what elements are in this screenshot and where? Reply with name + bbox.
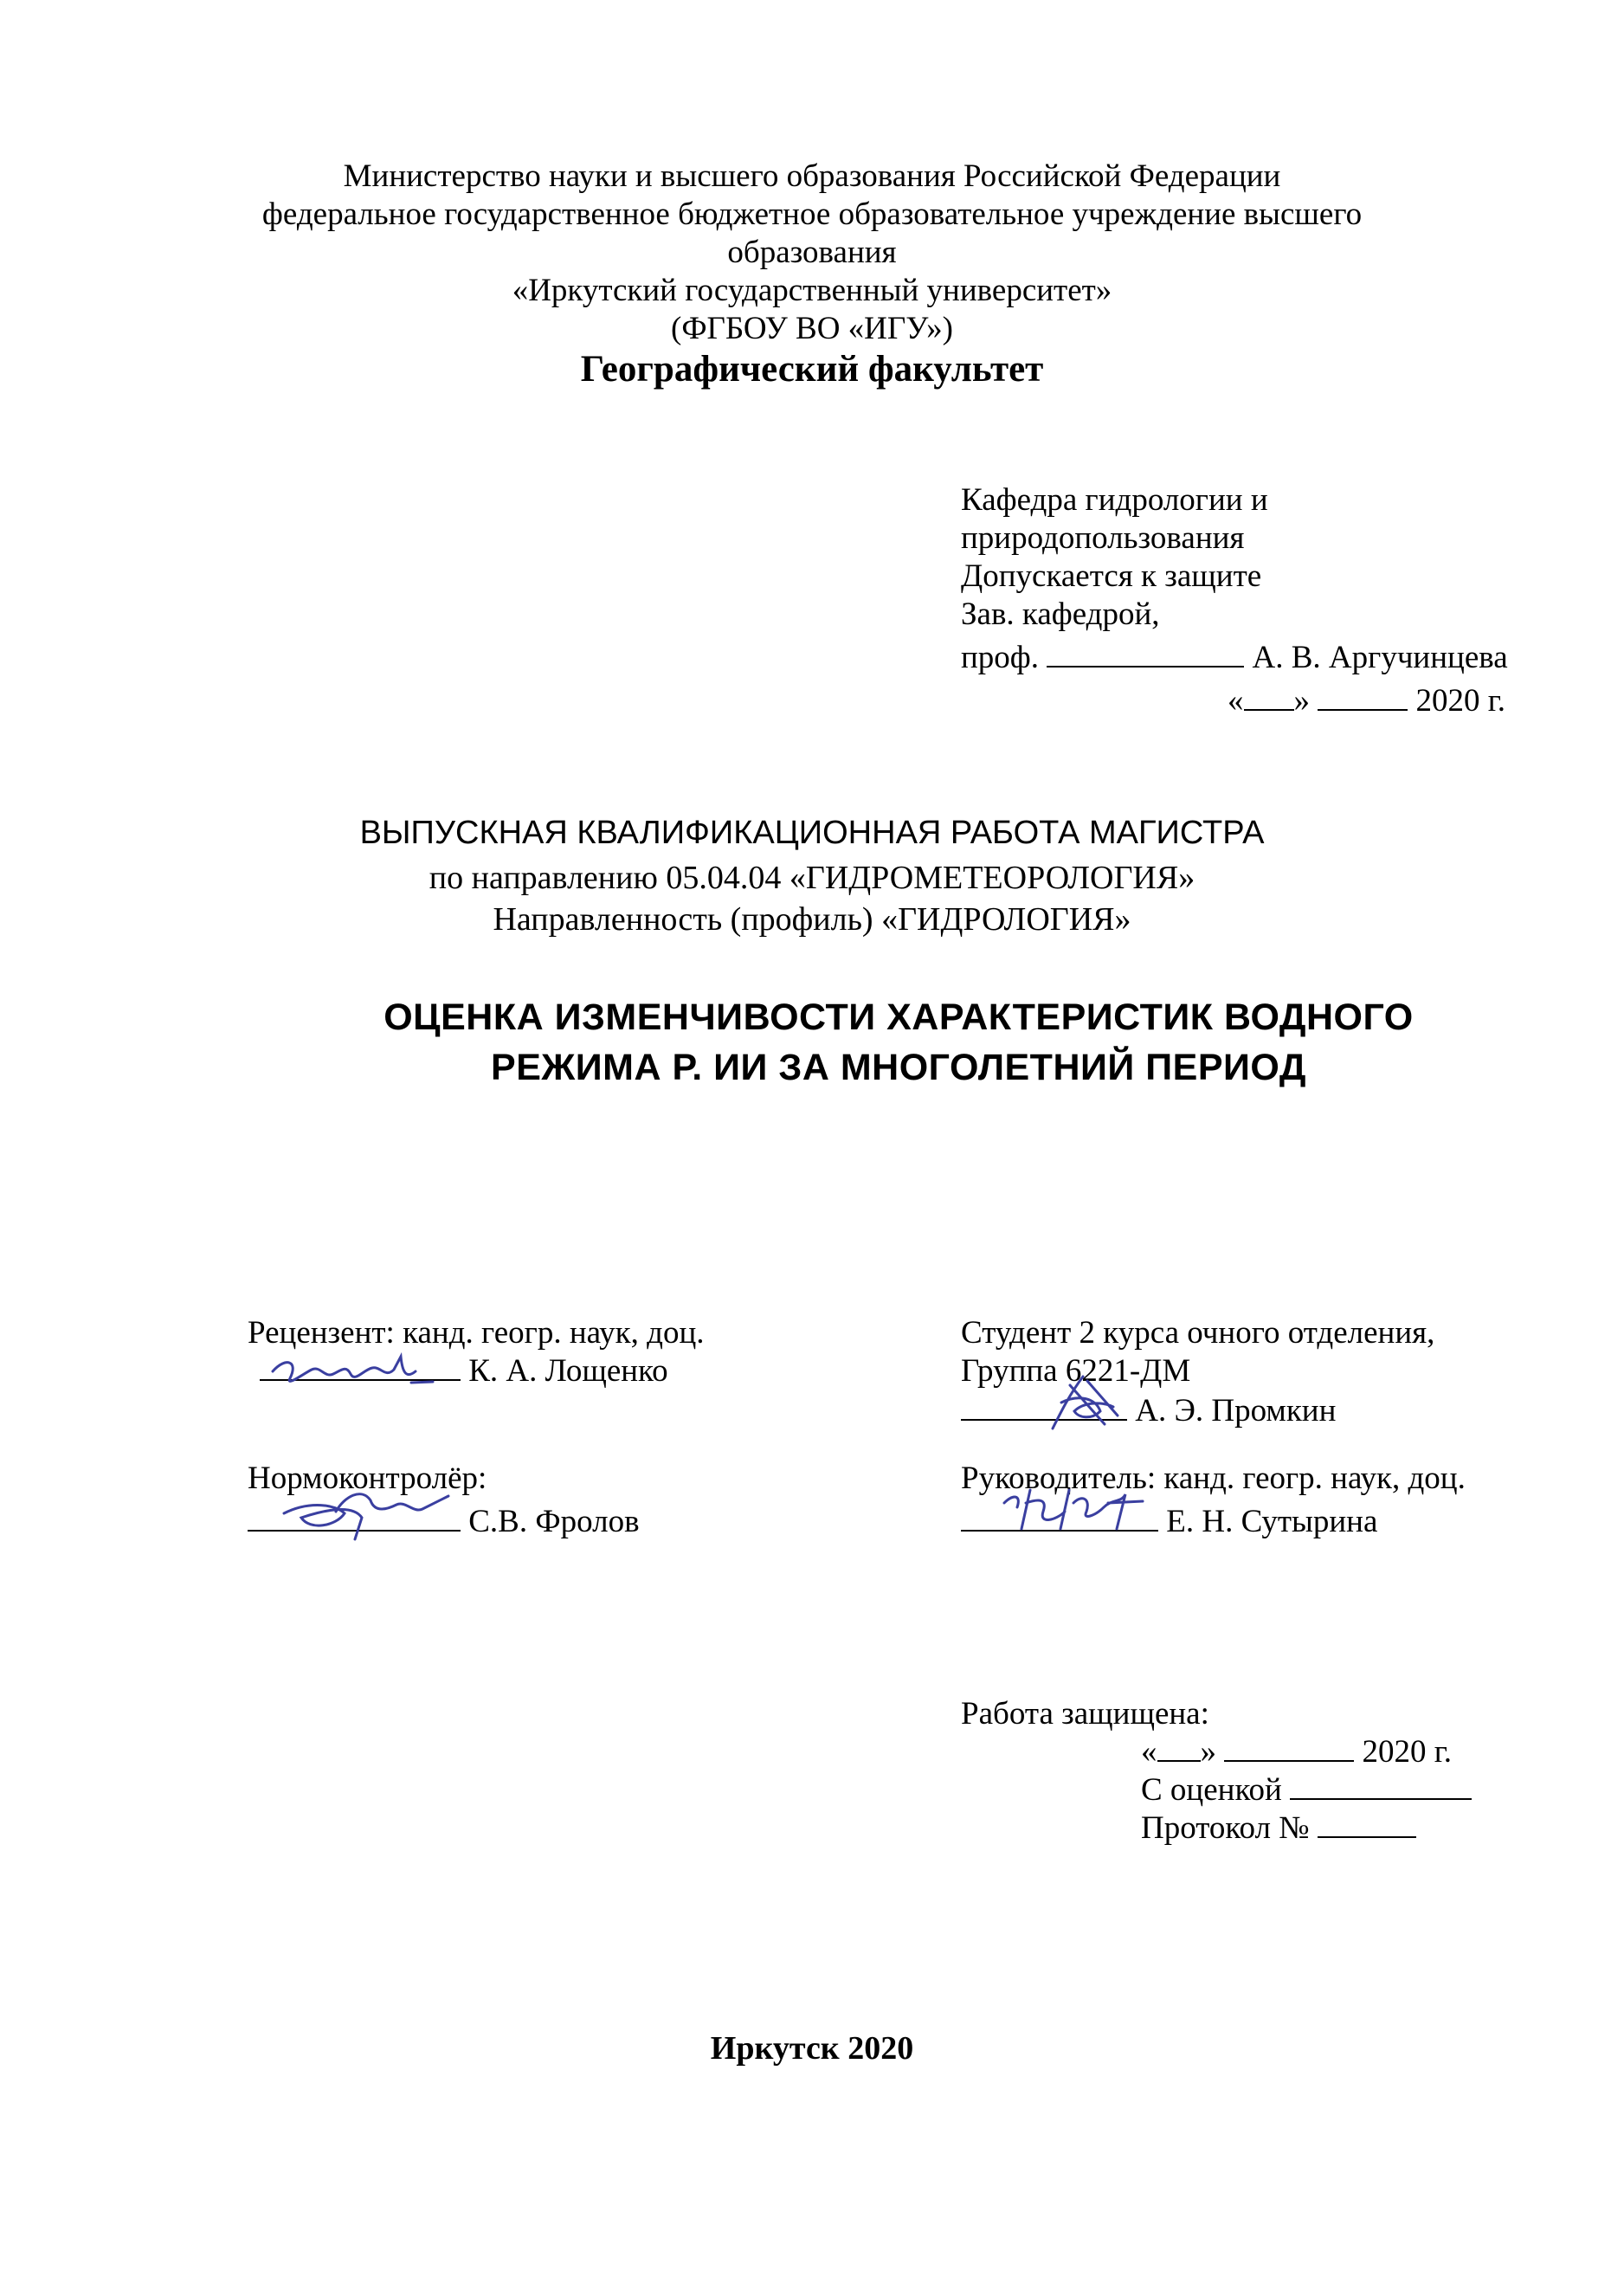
institution-line-1: федеральное государственное бюджетное образовательное учреждение высшего — [261, 197, 1363, 232]
supervisor-signature — [996, 1477, 1151, 1538]
department-line-2: природопользования — [961, 520, 1245, 556]
admitted-line: Допускается к защите — [961, 558, 1262, 594]
work-direction: по направлению 05.04.04 «ГИДРОМЕТЕОРОЛОГИЯ» — [429, 860, 1195, 896]
university-name: «Иркутский государственный университет» — [512, 273, 1112, 308]
defense-label: Работа защищена: — [961, 1696, 1209, 1732]
approval-date-line — [1228, 682, 1505, 720]
defense-day-blank — [1157, 1734, 1201, 1762]
prof-prefix: проф. — [961, 640, 1040, 675]
prof-line — [961, 639, 1508, 677]
university-abbrev: (ФГБОУ ВО «ИГУ») — [671, 311, 953, 346]
approval-year: 2020 г. — [1415, 683, 1506, 719]
reviewer-signature — [264, 1344, 437, 1396]
date-quote-close: » — [1293, 683, 1310, 719]
reviewer-label: Рецензент: канд. геогр. наук, доц. — [248, 1315, 705, 1351]
grade-label: С оценкой — [1141, 1772, 1282, 1808]
protocol-blank — [1318, 1810, 1416, 1838]
work-type: ВЫПУСКНАЯ КВАЛИФИКАЦИОННАЯ РАБОТА МАГИСТРА — [359, 815, 1265, 851]
defense-month-blank — [1224, 1734, 1354, 1762]
grade-blank — [1290, 1772, 1472, 1800]
thesis-title-line-2: РЕЖИМА Р. ИИ ЗА МНОГОЛЕТНИЙ ПЕРИОД — [491, 1047, 1306, 1088]
student-group: Группа 6221-ДМ — [961, 1353, 1191, 1389]
defense-year: 2020 г. — [1362, 1734, 1453, 1770]
ministry-line: Министерство науки и высшего образования Российской Федерации — [343, 158, 1281, 194]
student-label: Студент 2 курса очного отделения, — [961, 1315, 1435, 1351]
faculty-name: Географический факультет — [580, 349, 1044, 390]
protocol-line — [1141, 1809, 1416, 1848]
student-sign-line — [961, 1392, 1336, 1430]
normcontrol-signature — [275, 1479, 457, 1548]
normcontrol-name: С.В. Фролов — [468, 1504, 640, 1539]
prof-name: А. В. Аргучинцева — [1252, 640, 1508, 675]
month-blank — [1318, 683, 1408, 711]
date-quote-open: « — [1228, 683, 1244, 719]
prof-signature-blank — [1047, 640, 1244, 668]
institution-line-2: образования — [727, 235, 897, 270]
reviewer-name: К. А. Лощенко — [468, 1353, 668, 1389]
day-blank — [1244, 683, 1294, 711]
student-name: А. Э. Промкин — [1135, 1393, 1337, 1429]
defense-quote-open: « — [1141, 1734, 1157, 1770]
supervisor-name: Е. Н. Сутырина — [1166, 1504, 1378, 1539]
defense-date-line — [1141, 1733, 1452, 1771]
city-year: Иркутск 2020 — [710, 2030, 914, 2067]
student-signature — [1035, 1368, 1139, 1437]
thesis-title-line-1: ОЦЕНКА ИЗМЕНЧИВОСТИ ХАРАКТЕРИСТИК ВОДНОГО — [383, 996, 1414, 1038]
protocol-label: Протокол № — [1141, 1810, 1310, 1846]
department-line-1: Кафедра гидрологии и — [961, 482, 1268, 518]
head-line: Зав. кафедрой, — [961, 597, 1160, 632]
defense-quote-close: » — [1200, 1734, 1216, 1770]
supervisor-label: Руководитель: канд. геогр. наук, доц. — [961, 1461, 1466, 1496]
normcontrol-label: Нормоконтролёр: — [248, 1461, 487, 1496]
work-profile: Направленность (профиль) «ГИДРОЛОГИЯ» — [493, 901, 1131, 938]
grade-line — [1141, 1771, 1472, 1809]
